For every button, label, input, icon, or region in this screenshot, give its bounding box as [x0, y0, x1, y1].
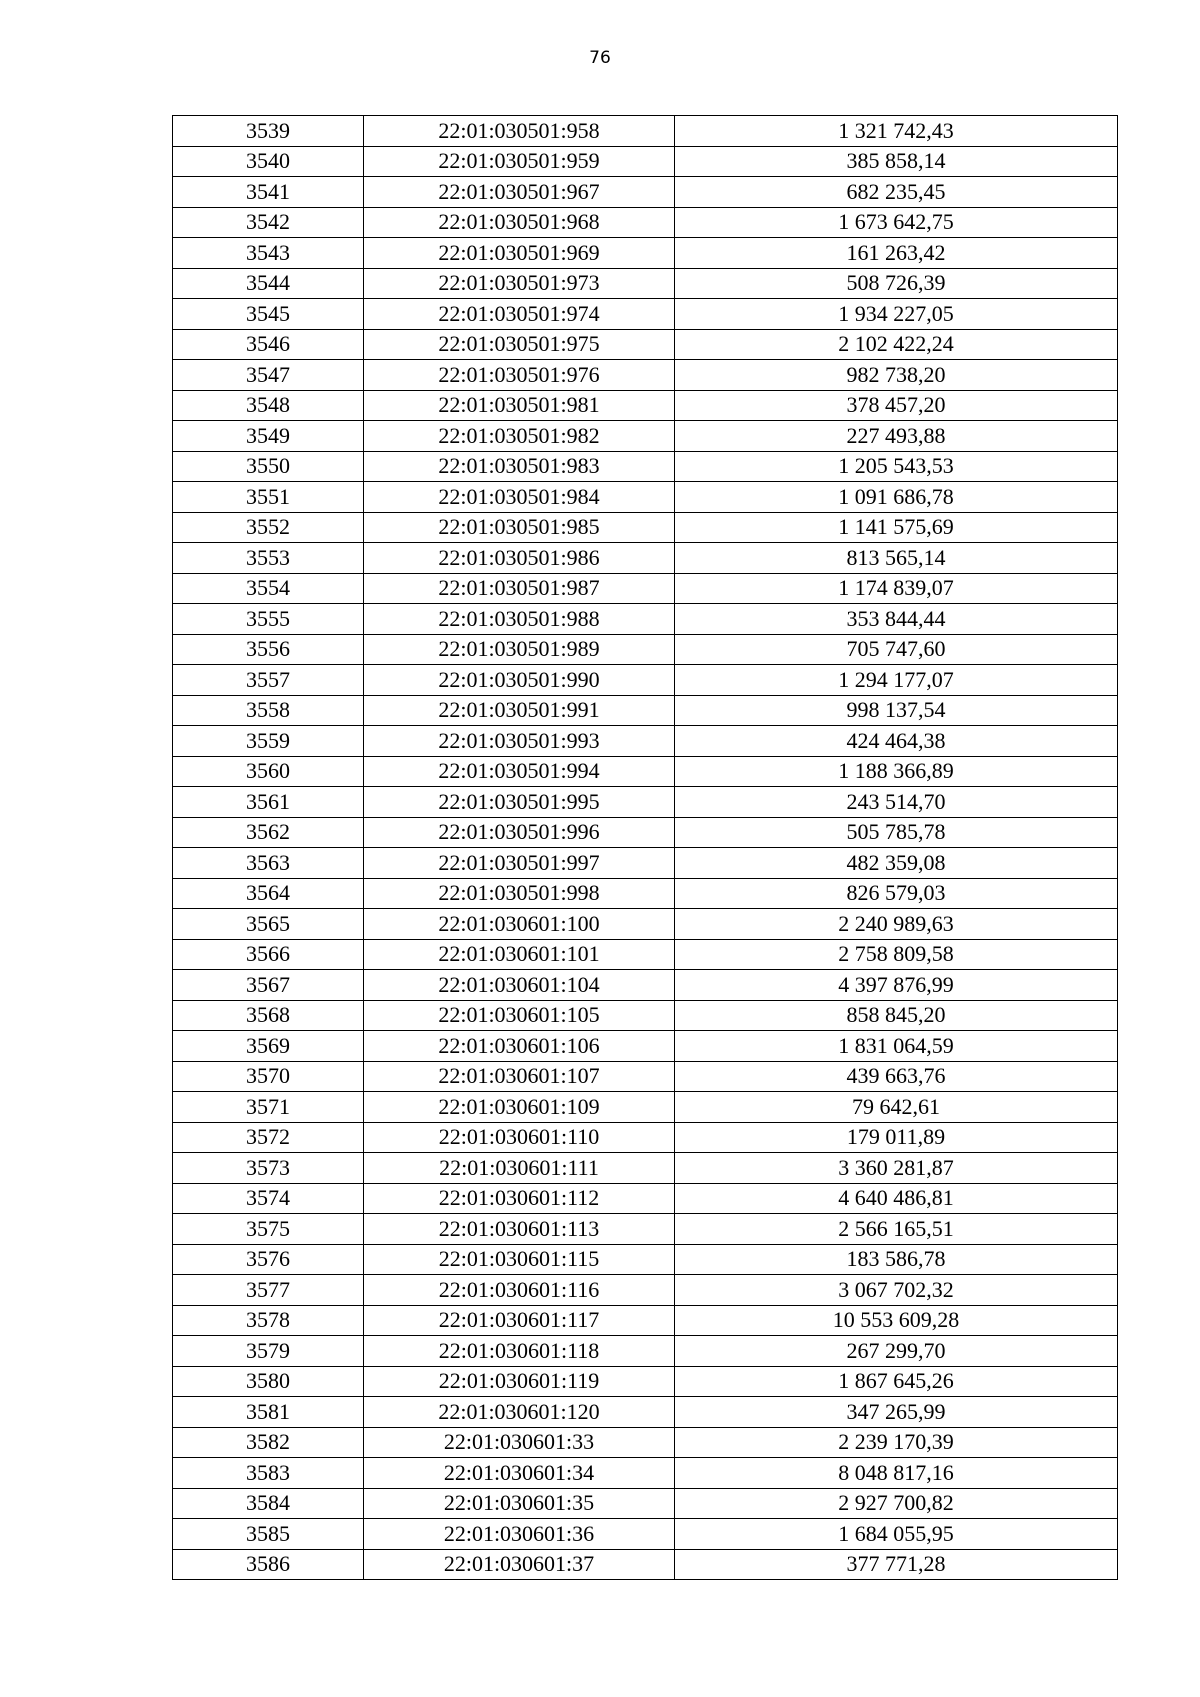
table-row: [173, 1000, 1118, 1031]
value-cell: 1 831 064,59: [675, 1031, 1118, 1062]
row-number-cell: 3541: [173, 177, 364, 208]
row-number-cell: 3566: [173, 939, 364, 970]
value-cell: 2 927 700,82: [675, 1488, 1118, 1519]
row-number-cell: 3580: [173, 1366, 364, 1397]
row-number-cell: 3539: [173, 116, 364, 147]
cadastral-number-cell: 22:01:030601:116: [364, 1275, 675, 1306]
value-cell: 982 738,20: [675, 360, 1118, 391]
cadastral-number-cell: 22:01:030501:988: [364, 604, 675, 635]
cadastral-number-cell: 22:01:030501:981: [364, 390, 675, 421]
row-number-cell: 3553: [173, 543, 364, 574]
cadastral-number-cell: 22:01:030501:967: [364, 177, 675, 208]
table-row: [173, 939, 1118, 970]
value-cell: 1 867 645,26: [675, 1366, 1118, 1397]
table-row: [173, 360, 1118, 391]
value-cell: 2 758 809,58: [675, 939, 1118, 970]
table-row: [173, 817, 1118, 848]
row-number-cell: 3559: [173, 726, 364, 757]
cadastral-number-cell: 22:01:030501:995: [364, 787, 675, 818]
cadastral-number-cell: 22:01:030601:109: [364, 1092, 675, 1123]
cadastral-number-cell: 22:01:030501:958: [364, 116, 675, 147]
value-cell: 267 299,70: [675, 1336, 1118, 1367]
table-row: [173, 238, 1118, 269]
value-cell: 1 684 055,95: [675, 1519, 1118, 1550]
value-cell: 227 493,88: [675, 421, 1118, 452]
cadastral-number-cell: 22:01:030601:37: [364, 1549, 675, 1580]
cadastral-number-cell: 22:01:030501:993: [364, 726, 675, 757]
table-row: [173, 329, 1118, 360]
value-cell: 1 174 839,07: [675, 573, 1118, 604]
row-number-cell: 3564: [173, 878, 364, 909]
cadastral-number-cell: 22:01:030501:997: [364, 848, 675, 879]
row-number-cell: 3582: [173, 1427, 364, 1458]
cadastral-number-cell: 22:01:030501:987: [364, 573, 675, 604]
value-cell: 347 265,99: [675, 1397, 1118, 1428]
table-row: [173, 1244, 1118, 1275]
cadastral-number-cell: 22:01:030601:36: [364, 1519, 675, 1550]
table-row: [173, 299, 1118, 330]
value-cell: 378 457,20: [675, 390, 1118, 421]
row-number-cell: 3550: [173, 451, 364, 482]
value-cell: 1 673 642,75: [675, 207, 1118, 238]
cadastral-number-cell: 22:01:030601:118: [364, 1336, 675, 1367]
row-number-cell: 3583: [173, 1458, 364, 1489]
cadastral-number-cell: 22:01:030601:101: [364, 939, 675, 970]
table-row: [173, 1336, 1118, 1367]
cadastral-number-cell: 22:01:030501:976: [364, 360, 675, 391]
value-cell: 385 858,14: [675, 146, 1118, 177]
value-cell: 3 360 281,87: [675, 1153, 1118, 1184]
row-number-cell: 3570: [173, 1061, 364, 1092]
row-number-cell: 3552: [173, 512, 364, 543]
table-row: [173, 207, 1118, 238]
row-number-cell: 3573: [173, 1153, 364, 1184]
table-row: [173, 1427, 1118, 1458]
registry-table-body: [173, 116, 1118, 1580]
table-row: [173, 390, 1118, 421]
cadastral-number-cell: 22:01:030501:975: [364, 329, 675, 360]
cadastral-number-cell: 22:01:030601:115: [364, 1244, 675, 1275]
table-row: [173, 116, 1118, 147]
cadastral-number-cell: 22:01:030601:119: [364, 1366, 675, 1397]
table-row: [173, 177, 1118, 208]
row-number-cell: 3557: [173, 665, 364, 696]
row-number-cell: 3542: [173, 207, 364, 238]
table-row: [173, 1549, 1118, 1580]
value-cell: 424 464,38: [675, 726, 1118, 757]
value-cell: 1 934 227,05: [675, 299, 1118, 330]
value-cell: 2 566 165,51: [675, 1214, 1118, 1245]
cadastral-number-cell: 22:01:030601:34: [364, 1458, 675, 1489]
row-number-cell: 3569: [173, 1031, 364, 1062]
value-cell: 4 640 486,81: [675, 1183, 1118, 1214]
row-number-cell: 3568: [173, 1000, 364, 1031]
table-row: [173, 1122, 1118, 1153]
row-number-cell: 3546: [173, 329, 364, 360]
value-cell: 353 844,44: [675, 604, 1118, 635]
row-number-cell: 3548: [173, 390, 364, 421]
value-cell: 505 785,78: [675, 817, 1118, 848]
value-cell: 1 188 366,89: [675, 756, 1118, 787]
value-cell: 682 235,45: [675, 177, 1118, 208]
value-cell: 705 747,60: [675, 634, 1118, 665]
cadastral-number-cell: 22:01:030501:974: [364, 299, 675, 330]
row-number-cell: 3585: [173, 1519, 364, 1550]
table-row: [173, 634, 1118, 665]
row-number-cell: 3581: [173, 1397, 364, 1428]
cadastral-number-cell: 22:01:030501:968: [364, 207, 675, 238]
table-row: [173, 1183, 1118, 1214]
row-number-cell: 3549: [173, 421, 364, 452]
row-number-cell: 3565: [173, 909, 364, 940]
cadastral-number-cell: 22:01:030601:105: [364, 1000, 675, 1031]
table-row: [173, 604, 1118, 635]
value-cell: 2 240 989,63: [675, 909, 1118, 940]
cadastral-number-cell: 22:01:030501:989: [364, 634, 675, 665]
row-number-cell: 3543: [173, 238, 364, 269]
row-number-cell: 3567: [173, 970, 364, 1001]
value-cell: 10 553 609,28: [675, 1305, 1118, 1336]
cadastral-number-cell: 22:01:030601:35: [364, 1488, 675, 1519]
value-cell: 508 726,39: [675, 268, 1118, 299]
cadastral-number-cell: 22:01:030501:986: [364, 543, 675, 574]
cadastral-number-cell: 22:01:030601:117: [364, 1305, 675, 1336]
cadastral-number-cell: 22:01:030601:113: [364, 1214, 675, 1245]
value-cell: 998 137,54: [675, 695, 1118, 726]
registry-table: [172, 115, 1118, 1580]
value-cell: 3 067 702,32: [675, 1275, 1118, 1306]
row-number-cell: 3572: [173, 1122, 364, 1153]
row-number-cell: 3561: [173, 787, 364, 818]
row-number-cell: 3577: [173, 1275, 364, 1306]
cadastral-number-cell: 22:01:030601:106: [364, 1031, 675, 1062]
table-row: [173, 970, 1118, 1001]
table-row: [173, 1214, 1118, 1245]
value-cell: 2 102 422,24: [675, 329, 1118, 360]
row-number-cell: 3576: [173, 1244, 364, 1275]
table-row: [173, 1488, 1118, 1519]
table-row: [173, 726, 1118, 757]
row-number-cell: 3555: [173, 604, 364, 635]
value-cell: 482 359,08: [675, 848, 1118, 879]
row-number-cell: 3575: [173, 1214, 364, 1245]
value-cell: 439 663,76: [675, 1061, 1118, 1092]
table-row: [173, 512, 1118, 543]
row-number-cell: 3544: [173, 268, 364, 299]
table-row: [173, 909, 1118, 940]
row-number-cell: 3554: [173, 573, 364, 604]
row-number-cell: 3578: [173, 1305, 364, 1336]
table-row: [173, 482, 1118, 513]
row-number-cell: 3563: [173, 848, 364, 879]
cadastral-number-cell: 22:01:030601:110: [364, 1122, 675, 1153]
row-number-cell: 3551: [173, 482, 364, 513]
row-number-cell: 3571: [173, 1092, 364, 1123]
table-row: [173, 756, 1118, 787]
cadastral-number-cell: 22:01:030601:111: [364, 1153, 675, 1184]
table-row: [173, 1031, 1118, 1062]
value-cell: 161 263,42: [675, 238, 1118, 269]
value-cell: 183 586,78: [675, 1244, 1118, 1275]
cadastral-number-cell: 22:01:030601:120: [364, 1397, 675, 1428]
table-row: [173, 543, 1118, 574]
row-number-cell: 3574: [173, 1183, 364, 1214]
value-cell: 2 239 170,39: [675, 1427, 1118, 1458]
table-row: [173, 1519, 1118, 1550]
value-cell: 1 294 177,07: [675, 665, 1118, 696]
cadastral-number-cell: 22:01:030601:104: [364, 970, 675, 1001]
cadastral-number-cell: 22:01:030501:998: [364, 878, 675, 909]
cadastral-number-cell: 22:01:030501:983: [364, 451, 675, 482]
value-cell: 1 141 575,69: [675, 512, 1118, 543]
page-number: 76: [589, 48, 611, 68]
value-cell: 243 514,70: [675, 787, 1118, 818]
table-row: [173, 878, 1118, 909]
value-cell: 826 579,03: [675, 878, 1118, 909]
table-row: [173, 665, 1118, 696]
row-number-cell: 3545: [173, 299, 364, 330]
value-cell: 1 205 543,53: [675, 451, 1118, 482]
cadastral-number-cell: 22:01:030501:973: [364, 268, 675, 299]
value-cell: 858 845,20: [675, 1000, 1118, 1031]
value-cell: 1 091 686,78: [675, 482, 1118, 513]
row-number-cell: 3556: [173, 634, 364, 665]
row-number-cell: 3562: [173, 817, 364, 848]
row-number-cell: 3584: [173, 1488, 364, 1519]
row-number-cell: 3560: [173, 756, 364, 787]
cadastral-number-cell: 22:01:030501:985: [364, 512, 675, 543]
value-cell: 79 642,61: [675, 1092, 1118, 1123]
table-row: [173, 695, 1118, 726]
value-cell: 8 048 817,16: [675, 1458, 1118, 1489]
value-cell: 813 565,14: [675, 543, 1118, 574]
value-cell: 1 321 742,43: [675, 116, 1118, 147]
table-row: [173, 146, 1118, 177]
table-row: [173, 1458, 1118, 1489]
table-row: [173, 1305, 1118, 1336]
table-row: [173, 787, 1118, 818]
row-number-cell: 3579: [173, 1336, 364, 1367]
table-row: [173, 1153, 1118, 1184]
cadastral-number-cell: 22:01:030501:990: [364, 665, 675, 696]
cadastral-number-cell: 22:01:030601:33: [364, 1427, 675, 1458]
row-number-cell: 3558: [173, 695, 364, 726]
table-row: [173, 573, 1118, 604]
cadastral-number-cell: 22:01:030501:984: [364, 482, 675, 513]
table-row: [173, 1397, 1118, 1428]
cadastral-number-cell: 22:01:030501:994: [364, 756, 675, 787]
cadastral-number-cell: 22:01:030601:107: [364, 1061, 675, 1092]
row-number-cell: 3547: [173, 360, 364, 391]
table-row: [173, 268, 1118, 299]
value-cell: 377 771,28: [675, 1549, 1118, 1580]
cadastral-number-cell: 22:01:030501:996: [364, 817, 675, 848]
value-cell: 179 011,89: [675, 1122, 1118, 1153]
cadastral-number-cell: 22:01:030501:982: [364, 421, 675, 452]
table-row: [173, 1366, 1118, 1397]
table-row: [173, 848, 1118, 879]
cadastral-number-cell: 22:01:030501:991: [364, 695, 675, 726]
value-cell: 4 397 876,99: [675, 970, 1118, 1001]
row-number-cell: 3586: [173, 1549, 364, 1580]
cadastral-number-cell: 22:01:030601:100: [364, 909, 675, 940]
row-number-cell: 3540: [173, 146, 364, 177]
table-row: [173, 451, 1118, 482]
table-row: [173, 1275, 1118, 1306]
cadastral-number-cell: 22:01:030501:959: [364, 146, 675, 177]
cadastral-number-cell: 22:01:030501:969: [364, 238, 675, 269]
table-row: [173, 421, 1118, 452]
table-row: [173, 1092, 1118, 1123]
table-row: [173, 1061, 1118, 1092]
cadastral-number-cell: 22:01:030601:112: [364, 1183, 675, 1214]
